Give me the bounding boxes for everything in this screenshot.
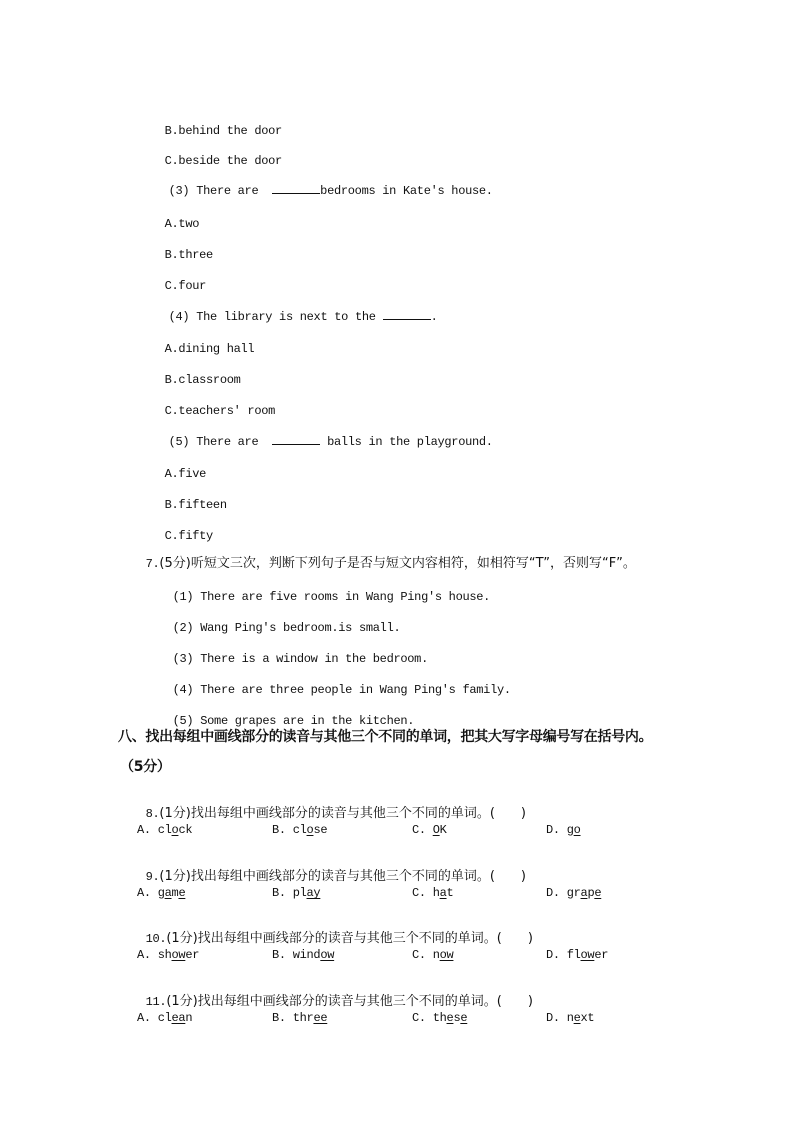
word-part: s: [453, 1011, 461, 1025]
q11-option-c[interactable]: [412, 1010, 467, 1026]
question-number: (3): [168, 184, 190, 198]
underlined-part: o: [171, 823, 179, 837]
option-label: A.: [164, 342, 179, 356]
q10-option-d[interactable]: [546, 947, 608, 963]
underlined-part: ow: [320, 948, 335, 962]
option-label: A.: [164, 217, 179, 231]
option-label: B.: [164, 373, 179, 387]
option-text: three: [178, 248, 213, 262]
answer-blank[interactable]: [383, 308, 431, 320]
option-label: A.: [137, 948, 151, 962]
q10-option-c[interactable]: [412, 947, 453, 963]
option-label: A.: [137, 1011, 151, 1025]
option-label: C.: [164, 154, 179, 168]
option-text: fifteen: [178, 498, 227, 512]
word-part: g: [157, 886, 165, 900]
word-part: K: [439, 823, 447, 837]
option-text: fifty: [178, 529, 213, 543]
section-8-heading: 八、找出每组中画线部分的读音与其他三个不同的单词，把其大写字母编号写在括号内。: [118, 729, 653, 745]
question-number: (4): [168, 310, 190, 324]
word-part: cl: [157, 1011, 172, 1025]
q9-option-b[interactable]: [272, 885, 320, 901]
question-score: (1分): [159, 806, 191, 821]
question-score: (1分): [166, 994, 198, 1009]
q9-option-a[interactable]: [137, 885, 185, 901]
word-part: th: [432, 1011, 447, 1025]
question-instruction: 听短文三次，判断下列句子是否与短文内容相符，如相符写“T”，否则写“F”。: [190, 556, 636, 571]
underlined-part: e: [446, 1011, 454, 1025]
question-text: There are: [196, 435, 259, 449]
option-text: teachers' room: [178, 404, 276, 418]
q8-option-c[interactable]: [412, 822, 447, 838]
option-label: C.: [164, 529, 179, 543]
underlined-part: e: [460, 1011, 468, 1025]
word-part: p: [587, 886, 595, 900]
option-label: B.: [164, 498, 179, 512]
option-label: A.: [137, 823, 151, 837]
word-part: er: [185, 948, 200, 962]
statement-number: (1): [172, 590, 194, 604]
q10-option-b[interactable]: [272, 947, 334, 963]
word-part: pl: [292, 886, 307, 900]
word-part: thr: [292, 1011, 314, 1025]
question-prompt: 找出每组中画线部分的读音与其他三个不同的单词。(: [197, 994, 502, 1009]
statement-text: There are five rooms in Wang Ping's house.: [200, 590, 491, 604]
underlined-part: ea: [171, 1011, 186, 1025]
question-prompt: 找出每组中画线部分的读音与其他三个不同的单词。(: [190, 869, 495, 884]
question-prompt: 找出每组中画线部分的读音与其他三个不同的单词。(: [197, 931, 502, 946]
q8-option-b[interactable]: [272, 822, 327, 838]
question-text: The library is next to the: [196, 310, 376, 324]
option-label: B.: [272, 886, 286, 900]
underlined-part: ow: [580, 948, 595, 962]
question-number: 11.: [145, 995, 167, 1009]
bracket-close: ): [527, 931, 533, 946]
word-part: gr: [566, 886, 581, 900]
question-prompt: 找出每组中画线部分的读音与其他三个不同的单词。(: [190, 806, 495, 821]
statement-number: (4): [172, 683, 194, 697]
word-part: er: [594, 948, 609, 962]
option-label: C.: [412, 886, 426, 900]
option-label: B.: [272, 948, 286, 962]
word-part: cl: [292, 823, 307, 837]
statement-text: There is a window in the bedroom.: [200, 652, 428, 666]
option-label: C.: [412, 948, 426, 962]
option-label: D.: [546, 1011, 560, 1025]
answer-blank[interactable]: [272, 182, 320, 194]
q11-option-b[interactable]: [272, 1010, 327, 1026]
question-number: 8.: [145, 807, 160, 821]
statement-text: There are three people in Wang Ping's family.: [200, 683, 511, 697]
option-label: C.: [412, 1011, 426, 1025]
question-score: (1分): [159, 869, 191, 884]
statement-number: (5): [172, 714, 194, 728]
underlined-part: e: [573, 1011, 581, 1025]
bracket-close: ): [520, 869, 526, 884]
question-number: 9.: [145, 870, 160, 884]
underlined-part: a: [164, 886, 172, 900]
underlined-part: o: [573, 823, 581, 837]
word-part: ck: [178, 823, 193, 837]
option-text: four: [178, 279, 207, 293]
underlined-part: e: [594, 886, 602, 900]
word-part: h: [432, 886, 440, 900]
underlined-part: ay: [306, 886, 321, 900]
option-label: D.: [546, 948, 560, 962]
underlined-part: ow: [439, 948, 454, 962]
q9-option-d[interactable]: [546, 885, 601, 901]
option-label: B.: [164, 124, 179, 138]
word-part: wind: [292, 948, 321, 962]
option-label: C.: [412, 823, 426, 837]
underlined-part: ee: [313, 1011, 328, 1025]
option-label: C.: [164, 279, 179, 293]
underlined-part: ow: [171, 948, 186, 962]
option-text: classroom: [178, 373, 241, 387]
option-text: dining hall: [178, 342, 255, 356]
word-part: n: [566, 1011, 574, 1025]
option-label: A.: [137, 886, 151, 900]
question-number: 10.: [145, 932, 167, 946]
q11-option-d[interactable]: [546, 1010, 594, 1026]
statement-number: (2): [172, 621, 194, 635]
word-part: se: [313, 823, 328, 837]
question-number: 7.: [145, 557, 160, 571]
option-label: C.: [164, 404, 179, 418]
q10-option-a[interactable]: [137, 947, 199, 963]
question-number: (5): [168, 435, 190, 449]
question-text: balls in the playground.: [327, 435, 493, 449]
question-text: There are: [196, 184, 259, 198]
question-text: bedrooms in Kate's house.: [320, 184, 493, 198]
bracket-close: ): [520, 806, 526, 821]
question-score: (5分): [159, 556, 191, 571]
option-text: behind the door: [178, 124, 282, 138]
underlined-part: a: [439, 886, 447, 900]
word-part: sh: [157, 948, 172, 962]
underlined-part: O: [432, 823, 440, 837]
option-label: B.: [272, 823, 286, 837]
option-label: D.: [546, 823, 560, 837]
q8-option-a[interactable]: [137, 822, 192, 838]
question-text: .: [430, 310, 438, 324]
option-label: B.: [272, 1011, 286, 1025]
word-part: cl: [157, 823, 172, 837]
word-part: g: [566, 823, 574, 837]
word-part: n: [432, 948, 440, 962]
option-label: D.: [546, 886, 560, 900]
option-label: A.: [164, 467, 179, 481]
option-text: two: [178, 217, 200, 231]
underlined-part: e: [178, 886, 186, 900]
question-score: (1分): [166, 931, 198, 946]
bracket-close: ): [527, 994, 533, 1009]
word-part: m: [171, 886, 179, 900]
option-text: beside the door: [178, 154, 282, 168]
word-part: t: [446, 886, 454, 900]
option-label: B.: [164, 248, 179, 262]
statement-text: Some grapes are in the kitchen.: [200, 714, 415, 728]
q9-option-c[interactable]: [412, 885, 453, 901]
underlined-part: o: [306, 823, 314, 837]
word-part: xt: [580, 1011, 595, 1025]
answer-blank[interactable]: [272, 433, 320, 445]
q11-option-a[interactable]: [137, 1010, 192, 1026]
underlined-part: a: [580, 886, 588, 900]
section-8-score: （5分）: [120, 759, 171, 775]
q8-option-d[interactable]: [546, 822, 581, 838]
word-part: n: [185, 1011, 193, 1025]
statement-text: Wang Ping's bedroom.is small.: [200, 621, 401, 635]
statement-number: (3): [172, 652, 194, 666]
option-text: five: [178, 467, 207, 481]
word-part: fl: [566, 948, 581, 962]
